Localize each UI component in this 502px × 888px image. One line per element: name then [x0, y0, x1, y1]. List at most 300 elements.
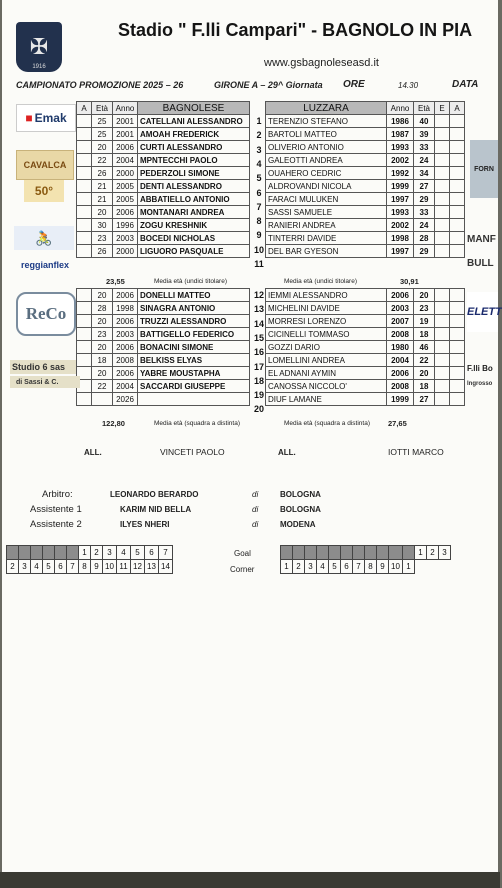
player-eta: 33	[414, 206, 435, 219]
shirt-number: 6	[256, 187, 262, 198]
col-e-cell	[435, 289, 450, 302]
home-player-row	[77, 367, 250, 380]
home-player-row	[77, 328, 250, 341]
player-name: TERENZIO STEFANO	[266, 115, 387, 128]
official-di: di	[252, 490, 259, 499]
player-anno: 1996	[113, 219, 138, 232]
player-name: BARTOLI MATTEO	[266, 128, 387, 141]
col-a-cell	[450, 315, 465, 328]
player-eta: 39	[414, 128, 435, 141]
col-e-cell	[435, 245, 450, 258]
grid-cell-empty	[293, 546, 305, 560]
away-player-row	[266, 367, 465, 380]
ore-value: 14.30	[398, 81, 419, 90]
girone-label: GIRONE A – 29^ Giornata	[214, 80, 323, 90]
player-eta: 20	[92, 315, 113, 328]
player-anno: 2003	[387, 302, 414, 315]
player-anno: 1997	[387, 193, 414, 206]
grid-cell[interactable]: 8	[365, 560, 377, 574]
home-subs-table	[76, 288, 250, 406]
col-e-cell	[435, 315, 450, 328]
player-eta: 26	[92, 245, 113, 258]
stadium-title: Stadio " F.lli Campari" - BAGNOLO IN PIA	[118, 20, 473, 40]
player-name: DENTI ALESSANDRO	[138, 180, 250, 193]
grid-cell-empty	[7, 546, 19, 560]
player-eta: 23	[414, 302, 435, 315]
col-anno-header: Anno	[113, 102, 138, 115]
away-avg-all-label: Media età (squadra a distinta)	[284, 420, 370, 427]
col-eta-header: Età	[92, 102, 113, 115]
player-eta: 22	[414, 354, 435, 367]
grid-cell[interactable]: 2	[91, 546, 103, 560]
player-eta: 19	[414, 315, 435, 328]
col-a-cell	[450, 193, 465, 206]
col-a-cell	[77, 219, 92, 232]
ore-label: ORE	[343, 79, 365, 90]
player-anno: 2006	[113, 367, 138, 380]
player-eta: 23	[92, 328, 113, 341]
col-a-cell	[450, 354, 465, 367]
shirt-number: 10	[253, 244, 264, 255]
col-e-cell	[435, 180, 450, 193]
away-player-row	[266, 302, 465, 315]
player-name: MORRESI LORENZO	[266, 315, 387, 328]
grid-cell-empty	[305, 546, 317, 560]
player-eta: 27	[414, 393, 435, 406]
grid-cell[interactable]: 10	[103, 560, 117, 574]
official-name: LEONARDO BERARDO	[110, 490, 199, 499]
shirt-number: 4	[256, 158, 262, 169]
col-e-cell	[435, 206, 450, 219]
grid-cell-empty	[19, 546, 31, 560]
official-di: di	[252, 520, 259, 529]
col-a-cell	[450, 393, 465, 406]
player-name: MICHELINI DAVIDE	[266, 302, 387, 315]
away-player-row	[266, 219, 465, 232]
player-name: CATELLANI ALESSANDRO	[138, 115, 250, 128]
player-anno: 1993	[387, 206, 414, 219]
shirt-number: 5	[256, 173, 262, 184]
away-score-grid	[280, 545, 451, 574]
col-a-header: A	[77, 102, 92, 115]
player-eta: 34	[414, 167, 435, 180]
player-eta: 40	[414, 115, 435, 128]
home-player-row	[77, 128, 250, 141]
player-eta: 22	[92, 380, 113, 393]
player-anno: 2000	[113, 245, 138, 258]
home-team-name: BAGNOLESE	[138, 102, 250, 115]
col-eta-header: Età	[414, 102, 435, 115]
player-anno: 2006	[387, 289, 414, 302]
col-e-header: E	[435, 102, 450, 115]
away-player-row	[266, 115, 465, 128]
grid-cell[interactable]: 2	[293, 560, 305, 574]
grid-cell-empty	[365, 546, 377, 560]
player-name: BONACINI SIMONE	[138, 341, 250, 354]
player-anno: 2004	[387, 354, 414, 367]
data-label: DATA	[452, 79, 479, 90]
col-e-cell	[435, 115, 450, 128]
player-eta: 21	[92, 180, 113, 193]
player-eta: 27	[414, 180, 435, 193]
player-name: DIUF LAMANE	[266, 393, 387, 406]
home-player-row	[77, 289, 250, 302]
away-player-row	[266, 128, 465, 141]
player-name: TRUZZI ALESSANDRO	[138, 315, 250, 328]
player-name	[138, 393, 250, 406]
col-a-cell	[450, 302, 465, 315]
player-anno: 1999	[387, 180, 414, 193]
col-a-cell	[77, 141, 92, 154]
player-name: BOCEDI NICHOLAS	[138, 232, 250, 245]
grid-cell-empty	[353, 546, 365, 560]
player-name: FARACI MULUKEN	[266, 193, 387, 206]
official-role: Arbitro:	[42, 489, 73, 500]
away-player-row	[266, 393, 465, 406]
player-eta: 21	[92, 193, 113, 206]
home-player-row	[77, 341, 250, 354]
player-anno: 1997	[387, 245, 414, 258]
sponsor-fllibo-logo: F.lli Bo	[467, 363, 493, 373]
player-name: GOZZI DARIO	[266, 341, 387, 354]
home-avg-starters-label: Media età (undici titolare)	[154, 278, 227, 285]
away-avg-all: 27,65	[388, 419, 407, 428]
player-anno: 2008	[387, 328, 414, 341]
player-name: CANOSSA NICCOLO'	[266, 380, 387, 393]
col-a-cell	[450, 115, 465, 128]
shirt-number: 16	[253, 347, 264, 358]
col-a-cell	[450, 367, 465, 380]
away-player-row	[266, 180, 465, 193]
player-eta: 24	[414, 154, 435, 167]
grid-cell[interactable]: 4	[31, 560, 43, 574]
home-player-row	[77, 219, 250, 232]
player-name: LIGUORO PASQUALE	[138, 245, 250, 258]
player-name: SASSI SAMUELE	[266, 206, 387, 219]
player-anno: 2002	[387, 154, 414, 167]
col-e-cell	[435, 167, 450, 180]
championship-label: CAMPIONATO PROMOZIONE 2025 – 26	[16, 80, 184, 90]
official-city: MODENA	[280, 520, 316, 529]
sponsor-reggianflex-logo: reggianflex	[20, 260, 69, 270]
grid-cell[interactable]: 3	[19, 560, 31, 574]
home-player-row	[77, 167, 250, 180]
grid-cell[interactable]: 10	[389, 560, 403, 574]
player-anno: 2003	[113, 328, 138, 341]
player-anno: 2005	[113, 193, 138, 206]
col-a-header: A	[450, 102, 465, 115]
sponsor-forn-logo: FORN	[470, 140, 498, 198]
player-name: EL ADNANI AYMIN	[266, 367, 387, 380]
player-name: ALDROVANDI NICOLA	[266, 180, 387, 193]
away-player-row	[266, 245, 465, 258]
col-e-cell	[435, 154, 450, 167]
home-score-grid	[6, 545, 173, 574]
grid-cell[interactable]: 2	[7, 560, 19, 574]
away-player-row	[266, 193, 465, 206]
away-player-row	[266, 289, 465, 302]
grid-cell-empty	[329, 546, 341, 560]
sponsor-50-badge: 50°	[24, 180, 64, 202]
shirt-number: 3	[256, 144, 262, 155]
sponsor-cavalca-logo: CAVALCA	[16, 150, 74, 180]
player-eta: 29	[414, 245, 435, 258]
shirt-number: 1	[256, 116, 262, 126]
shirt-number: 18	[253, 375, 264, 386]
player-anno: 2001	[113, 115, 138, 128]
col-e-cell	[435, 302, 450, 315]
shirt-number: 13	[253, 304, 264, 315]
grid-cell[interactable]: 5	[131, 546, 145, 560]
shirt-number: 19	[253, 390, 264, 401]
col-a-cell	[77, 180, 92, 193]
shirt-number: 8	[256, 216, 262, 227]
shirt-number: 20	[253, 404, 264, 415]
shirt-number: 11	[254, 259, 264, 269]
player-anno: 2007	[387, 315, 414, 328]
col-a-cell	[450, 289, 465, 302]
player-eta: 25	[92, 115, 113, 128]
col-e-cell	[435, 393, 450, 406]
away-avg-starters-label: Media età (undici titolare)	[284, 278, 357, 285]
player-eta: 20	[92, 206, 113, 219]
player-anno: 1999	[387, 393, 414, 406]
shirt-number: 14	[253, 318, 264, 329]
player-eta: 20	[414, 367, 435, 380]
away-lineup-table	[265, 101, 465, 258]
player-anno: 2003	[113, 232, 138, 245]
grid-cell-empty	[341, 546, 353, 560]
home-avg-starters: 23,55	[106, 277, 125, 286]
grid-cell[interactable]: 11	[117, 560, 131, 574]
player-eta: 18	[414, 380, 435, 393]
player-eta	[92, 393, 113, 406]
player-name: SINAGRA ANTONIO	[138, 302, 250, 315]
home-coach-label: ALL.	[84, 448, 102, 457]
player-anno: 1998	[113, 302, 138, 315]
player-anno: 1980	[387, 341, 414, 354]
col-a-cell	[450, 232, 465, 245]
col-e-cell	[435, 219, 450, 232]
player-anno: 2000	[113, 167, 138, 180]
grid-cell[interactable]: 14	[159, 560, 173, 574]
club-crest-icon: ✠ 1916	[16, 22, 62, 72]
col-e-cell	[435, 367, 450, 380]
grid-cell[interactable]: 4	[117, 546, 131, 560]
player-eta: 20	[414, 289, 435, 302]
away-subs-table	[265, 288, 465, 406]
player-anno: 2005	[113, 180, 138, 193]
col-a-cell	[450, 206, 465, 219]
player-eta: 20	[92, 289, 113, 302]
player-name: BELKISS ELYAS	[138, 354, 250, 367]
sponsor-cyclist-image: 🚴	[14, 226, 74, 250]
home-player-row	[77, 232, 250, 245]
player-anno: 2008	[113, 354, 138, 367]
grid-cell-empty	[31, 546, 43, 560]
home-avg-all-label: Media età (squadra a distinta)	[154, 420, 240, 427]
player-anno: 2006	[113, 141, 138, 154]
grid-cell-empty	[55, 546, 67, 560]
grid-cell[interactable]: 7	[67, 560, 79, 574]
player-name: MPNTECCHI PAOLO	[138, 154, 250, 167]
player-name: OUAHERO CEDRIC	[266, 167, 387, 180]
col-a-cell	[77, 128, 92, 141]
shirt-number: 9	[256, 230, 262, 241]
player-anno: 2006	[387, 367, 414, 380]
away-team-name: LUZZARA	[266, 102, 387, 115]
player-anno: 1992	[387, 167, 414, 180]
grid-cell-empty	[403, 546, 415, 560]
grid-cell[interactable]: 9	[91, 560, 103, 574]
away-avg-starters: 30,91	[400, 277, 419, 286]
player-name: ZOGU KRESHNIK	[138, 219, 250, 232]
grid-cell-empty	[43, 546, 55, 560]
player-anno: 1986	[387, 115, 414, 128]
col-e-cell	[435, 193, 450, 206]
away-player-row	[266, 328, 465, 341]
grid-cell[interactable]: 13	[145, 560, 159, 574]
player-eta: 29	[414, 193, 435, 206]
grid-cell[interactable]: 7	[159, 546, 173, 560]
player-name: DONELLI MATTEO	[138, 289, 250, 302]
player-name: CICINELLI TOMMASO	[266, 328, 387, 341]
shirt-number: 7	[256, 201, 262, 212]
grid-cell[interactable]: 3	[305, 560, 317, 574]
col-a-cell	[77, 341, 92, 354]
away-coach-label: ALL.	[278, 448, 296, 457]
col-a-cell	[450, 245, 465, 258]
player-eta: 46	[414, 341, 435, 354]
grid-cell[interactable]: 5	[329, 560, 341, 574]
sponsor-reco-logo: ReCo	[16, 292, 76, 336]
grid-cell[interactable]: 1	[281, 560, 293, 574]
grid-cell[interactable]: 1	[415, 546, 427, 560]
grid-cell[interactable]: 7	[353, 560, 365, 574]
col-a-cell	[450, 154, 465, 167]
player-eta: 20	[92, 141, 113, 154]
col-a-cell	[450, 380, 465, 393]
home-player-row	[77, 315, 250, 328]
player-eta: 20	[92, 367, 113, 380]
col-a-cell	[77, 115, 92, 128]
col-anno-header: Anno	[387, 102, 414, 115]
away-player-row	[266, 206, 465, 219]
home-player-row	[77, 141, 250, 154]
grid-cell[interactable]: 6	[341, 560, 353, 574]
col-e-cell	[435, 341, 450, 354]
grid-cell[interactable]: 8	[79, 560, 91, 574]
shirt-number: 15	[253, 332, 264, 343]
player-anno: 2006	[113, 341, 138, 354]
official-role: Assistente 2	[30, 519, 82, 530]
away-player-row	[266, 354, 465, 367]
player-name: LOMELLINI ANDREA	[266, 354, 387, 367]
player-name: AMOAH FREDERICK	[138, 128, 250, 141]
col-a-cell	[77, 354, 92, 367]
shirt-number: 2	[256, 130, 262, 141]
sponsor-manf-logo: MANF	[467, 233, 496, 245]
grid-cell[interactable]: 5	[43, 560, 55, 574]
player-name: GALEOTTI ANDREA	[266, 154, 387, 167]
grid-cell[interactable]: 2	[427, 546, 439, 560]
shirt-number: 17	[253, 361, 264, 372]
player-eta: 33	[414, 141, 435, 154]
player-name: OLIVERIO ANTONIO	[266, 141, 387, 154]
official-role: Assistente 1	[30, 504, 82, 515]
player-eta: 28	[414, 232, 435, 245]
grid-cell[interactable]: 1	[79, 546, 91, 560]
player-eta: 24	[414, 219, 435, 232]
col-e-cell	[435, 128, 450, 141]
grid-cell[interactable]: 4	[317, 560, 329, 574]
player-eta: 25	[92, 128, 113, 141]
player-anno: 2006	[113, 206, 138, 219]
home-player-row	[77, 393, 250, 406]
home-avg-all: 122,80	[102, 419, 125, 428]
grid-cell[interactable]: 12	[131, 560, 145, 574]
col-a-cell	[450, 180, 465, 193]
official-di: di	[252, 505, 259, 514]
col-a-cell	[450, 128, 465, 141]
player-anno: 1998	[387, 232, 414, 245]
away-player-row	[266, 315, 465, 328]
home-player-row	[77, 354, 250, 367]
col-e-cell	[435, 328, 450, 341]
home-player-row	[77, 302, 250, 315]
grid-cell[interactable]: 6	[55, 560, 67, 574]
grid-cell[interactable]: 3	[103, 546, 117, 560]
col-a-cell	[450, 341, 465, 354]
player-anno: 2001	[113, 128, 138, 141]
website-link[interactable]: www.gsbagnoleseasd.it	[264, 57, 379, 69]
col-a-cell	[77, 315, 92, 328]
player-anno: 2006	[113, 315, 138, 328]
sponsor-emak-logo: ■ Emak	[16, 104, 76, 132]
player-eta: 18	[92, 354, 113, 367]
player-anno: 1987	[387, 128, 414, 141]
grid-cell[interactable]: 6	[145, 546, 159, 560]
grid-cell[interactable]: 1	[403, 560, 415, 574]
official-name: KARIM NID BELLA	[120, 505, 192, 514]
home-lineup-table	[76, 101, 250, 258]
grid-cell-empty	[377, 546, 389, 560]
player-anno: 2004	[113, 154, 138, 167]
sponsor-elett-logo: ELETT	[467, 292, 498, 332]
player-anno: 2008	[387, 380, 414, 393]
player-name: TINTERRI DAVIDE	[266, 232, 387, 245]
player-name: SACCARDI GIUSEPPE	[138, 380, 250, 393]
goal-label: Goal	[234, 549, 251, 558]
official-name: ILYES NHERI	[120, 520, 170, 529]
away-player-row	[266, 341, 465, 354]
grid-cell-empty	[67, 546, 79, 560]
sponsor-studio6-subtitle: di Sassi & C.	[10, 376, 80, 388]
col-a-cell	[77, 193, 92, 206]
player-name: CURTI ALESSANDRO	[138, 141, 250, 154]
home-player-row	[77, 193, 250, 206]
player-name: DEL BAR GYESON	[266, 245, 387, 258]
home-player-row	[77, 154, 250, 167]
col-a-cell	[77, 206, 92, 219]
grid-cell[interactable]: 3	[439, 546, 451, 560]
player-name: PEDERZOLI SIMONE	[138, 167, 250, 180]
sponsor-ingrosso-label: Ingrosso	[467, 381, 493, 387]
player-name: BATTIGELLO FEDERICO	[138, 328, 250, 341]
grid-cell[interactable]: 9	[377, 560, 389, 574]
player-anno: 2026	[113, 393, 138, 406]
away-player-row	[266, 232, 465, 245]
